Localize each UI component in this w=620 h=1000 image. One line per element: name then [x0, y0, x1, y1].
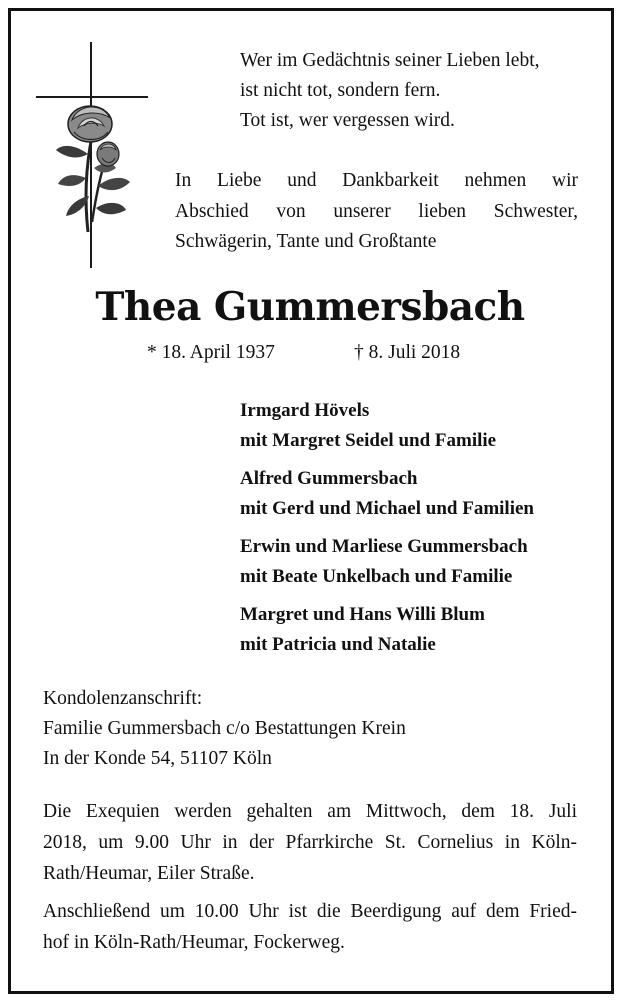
service-line: Anschließend um 10.00 Uhr ist die Beerdigung auf dem Fried- — [43, 901, 577, 922]
mourner-group — [240, 396, 600, 456]
intro-line: Schwägerin, Tante und Großtante — [175, 231, 437, 252]
funeral-service-info — [43, 796, 577, 958]
death-date: † 8. Juli 2018 — [354, 342, 461, 363]
mourner-line: mit Gerd und Michael und Familien — [240, 498, 534, 519]
burial-paragraph — [43, 896, 577, 958]
mourner-line: Irmgard Hövels — [240, 400, 370, 421]
mourner-group — [240, 532, 600, 592]
deceased-name: Thea Gummersbach — [95, 284, 525, 330]
mourner-line: Alfred Gummersbach — [240, 468, 418, 489]
service-paragraph — [43, 796, 577, 889]
service-line: Rath/Heumar, Eiler Straße. — [43, 863, 255, 884]
cross-with-roses-icon — [26, 36, 148, 268]
condolence-line: Kondolenzanschrift: — [43, 688, 203, 709]
birth-date: * 18. April 1937 — [147, 342, 275, 363]
mourner-line: mit Patricia und Natalie — [240, 634, 436, 655]
memorial-quote — [240, 46, 580, 136]
condolence-line: Familie Gummersbach c/o Bestattungen Krein — [43, 718, 406, 739]
service-line: hof in Köln-Rath/Heumar, Fockerweg. — [43, 932, 345, 953]
service-line: Die Exequien werden gehalten am Mittwoch, dem 18. Juli — [43, 801, 577, 822]
quote-line: Tot ist, wer vergessen wird. — [240, 110, 455, 131]
mourner-group — [240, 600, 600, 660]
condolence-address — [43, 684, 583, 774]
condolence-line: In der Konde 54, 51107 Köln — [43, 748, 272, 769]
quote-line: Wer im Gedächtnis seiner Lieben lebt, — [240, 50, 540, 71]
service-line: 2018, um 9.00 Uhr in der Pfarrkirche St. Cornelius in Köln- — [43, 832, 577, 853]
mourner-line: mit Beate Unkelbach und Familie — [240, 566, 513, 587]
quote-line: ist nicht tot, sondern fern. — [240, 80, 441, 101]
farewell-intro — [175, 166, 578, 258]
mourners-list — [240, 396, 600, 668]
intro-line: In Liebe und Dankbarkeit nehmen wir — [175, 170, 578, 191]
intro-line: Abschied von unserer lieben Schwester, — [175, 200, 578, 222]
mourner-line: mit Margret Seidel und Familie — [240, 430, 497, 451]
mourner-line: Margret und Hans Willi Blum — [240, 604, 485, 625]
mourner-group — [240, 464, 600, 524]
mourner-line: Erwin und Marliese Gummersbach — [240, 536, 528, 557]
